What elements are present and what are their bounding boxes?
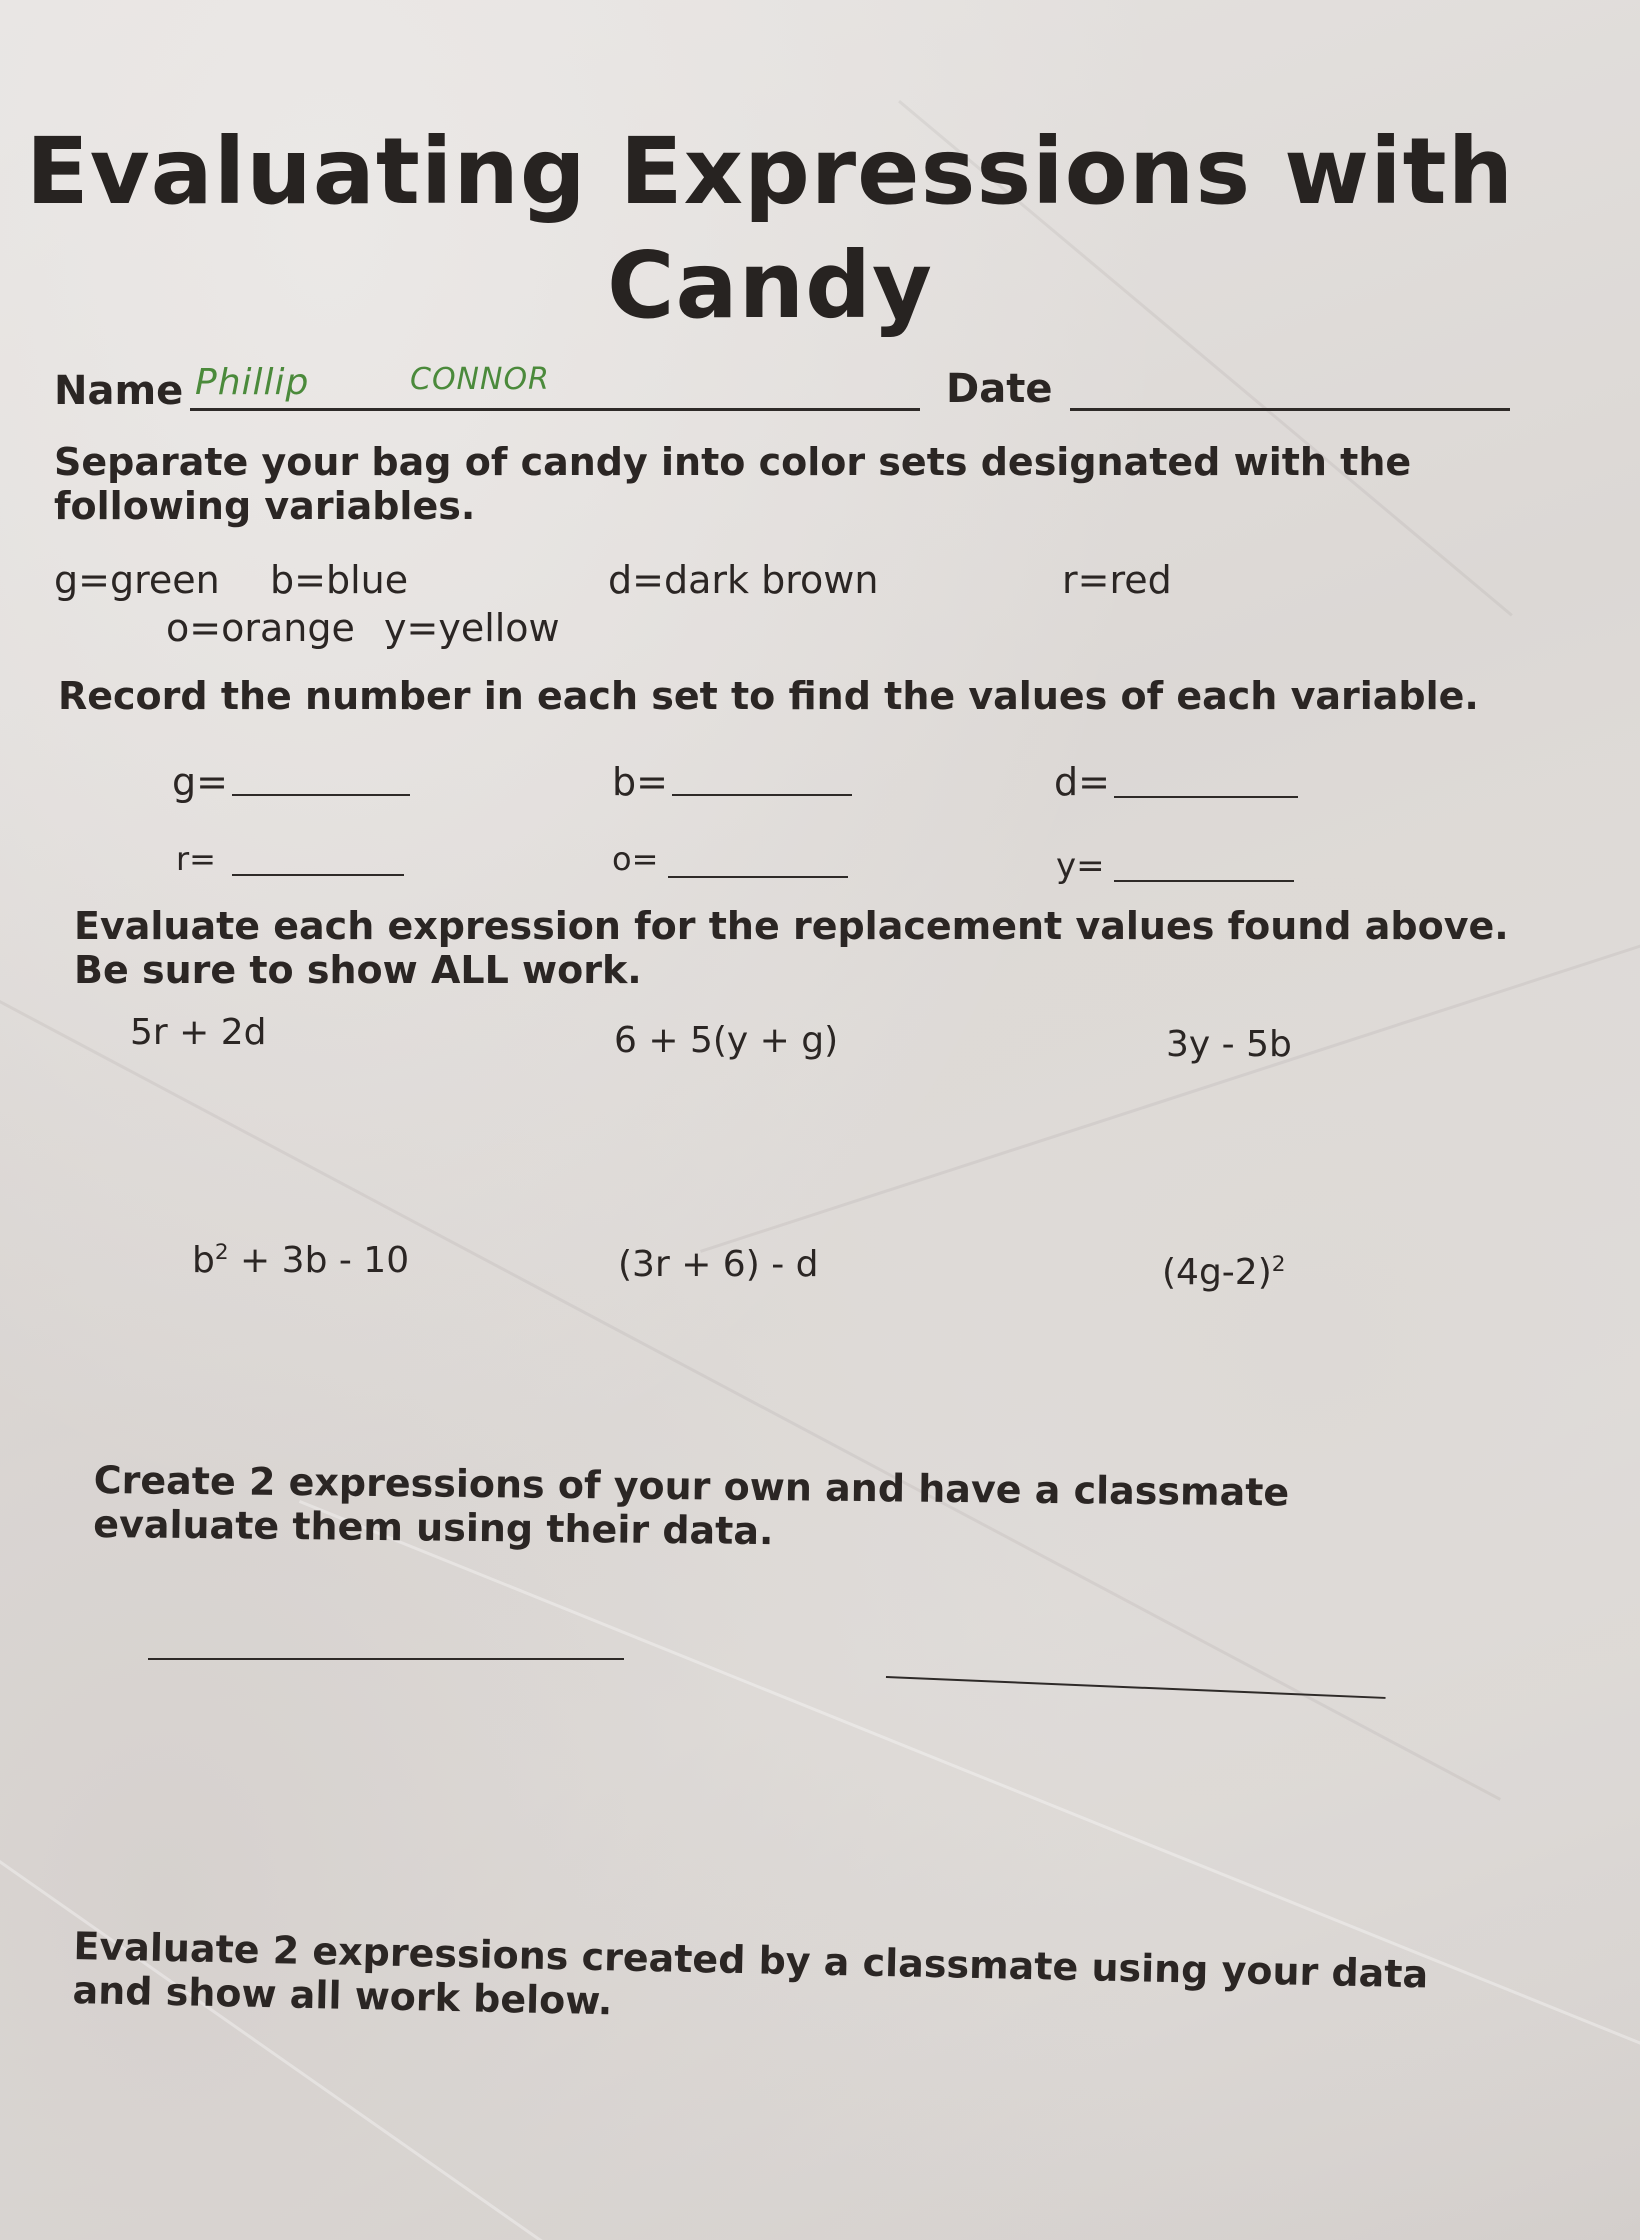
instructions-record: Record the number in each set to find the values of each variable. [58, 674, 1479, 718]
blank-g-line[interactable] [232, 794, 410, 796]
blank-y-line[interactable] [1114, 880, 1294, 882]
paper-crease [0, 1860, 819, 2240]
expression-4 [192, 1240, 409, 1281]
expression-2: 6 + 5(y + g) [614, 1020, 839, 1061]
date-line [1070, 408, 1510, 411]
paper-crease [0, 1000, 1501, 1801]
blank-b-line[interactable] [672, 794, 852, 796]
expression-6-base: (4g-2) [1162, 1252, 1272, 1293]
date-label: Date [946, 366, 1053, 412]
blank-o-label: o= [612, 840, 659, 878]
variable-o: o=orange [166, 606, 355, 650]
expression-4-base: b [192, 1240, 215, 1281]
blank-d-line[interactable] [1114, 796, 1298, 798]
variable-d: d=dark brown [608, 558, 879, 602]
expression-3: 3y - 5b [1166, 1024, 1292, 1065]
name-handwritten-last: CONNOR [410, 362, 550, 397]
blank-r-label: r= [176, 840, 216, 878]
expression-1: 5r + 2d [130, 1012, 267, 1053]
blank-r-line[interactable] [232, 874, 404, 876]
blank-d-label: d= [1054, 760, 1110, 804]
expression-4-rest: + 3b - 10 [228, 1240, 410, 1281]
variable-y: y=yellow [384, 606, 560, 650]
expression-5: (3r + 6) - d [618, 1244, 819, 1285]
name-line [190, 408, 920, 411]
variable-b: b=blue [270, 558, 409, 602]
instructions-evaluate: Evaluate each expression for the replacement values found above. Be sure to show ALL work. [74, 904, 1509, 992]
name-handwritten-first: Phillip [195, 362, 310, 403]
expression-6-exponent: 2 [1271, 1252, 1286, 1277]
instructions-separate: Separate your bag of candy into color sets designated with the following variables. [54, 440, 1412, 528]
blank-g-label: g= [172, 760, 228, 804]
variable-r: r=red [1062, 558, 1172, 602]
blank-o-line[interactable] [668, 876, 848, 878]
own-expression-line-1[interactable] [148, 1658, 624, 1660]
expression-6 [1162, 1252, 1286, 1293]
instructions-create: Create 2 expressions of your own and have a classmate evaluate them using their data. [93, 1458, 1290, 1554]
own-expression-line-2[interactable] [886, 1676, 1386, 1699]
worksheet-title-line-2: Candy [607, 232, 933, 339]
variable-g: g=green [54, 558, 220, 602]
blank-b-label: b= [612, 760, 668, 804]
worksheet-title-line-1: Evaluating Expressions with [25, 118, 1515, 225]
blank-y-label: y= [1056, 846, 1105, 886]
expression-4-exponent: 2 [214, 1240, 229, 1265]
instructions-evaluate-classmate: Evaluate 2 expressions created by a classmate using your data and show all work below. [72, 1924, 1429, 2024]
name-label: Name [54, 368, 184, 414]
